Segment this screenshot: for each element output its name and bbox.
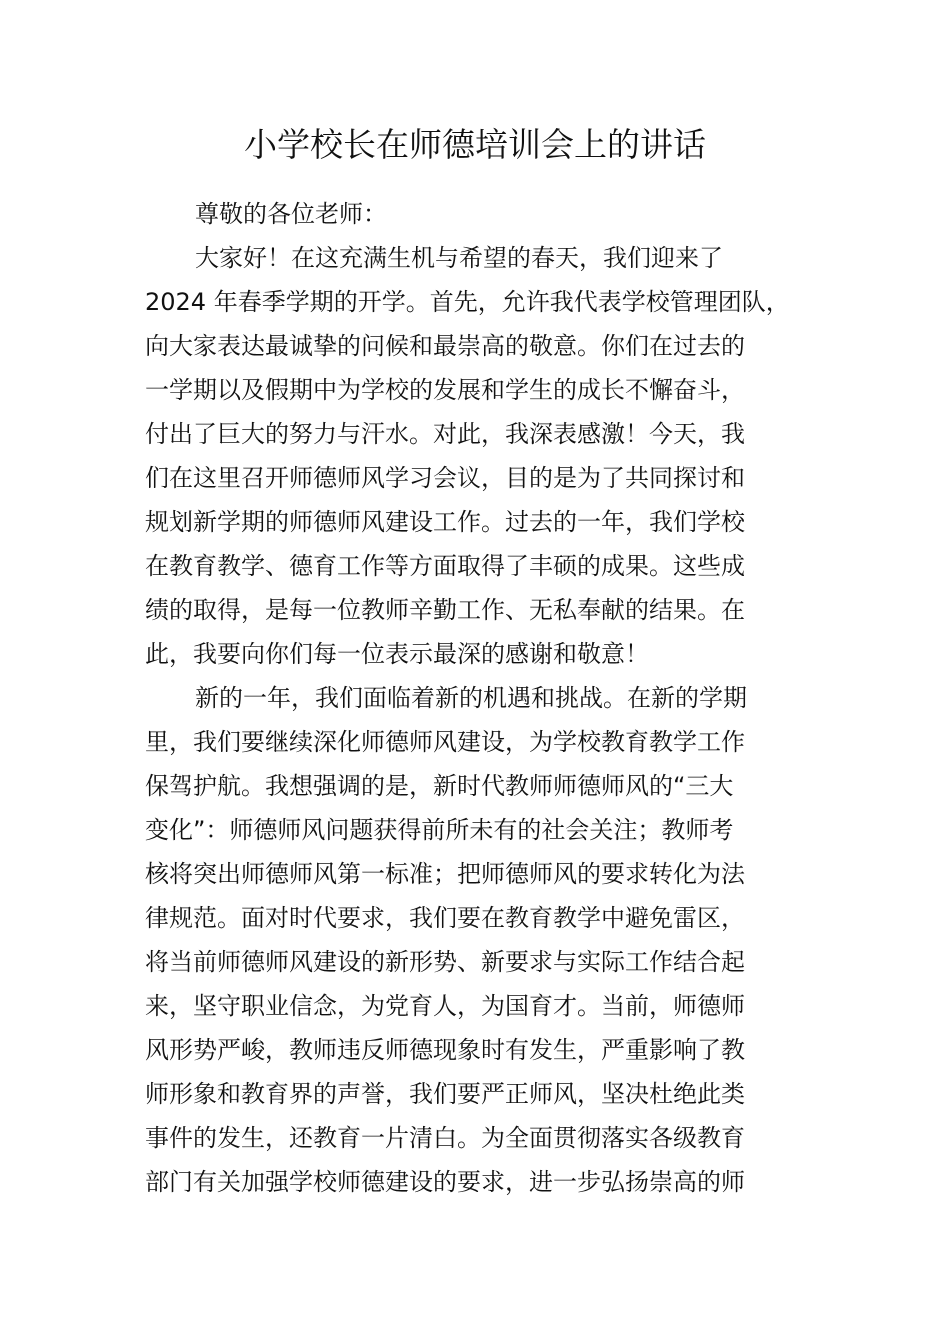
- paragraph-line: 来，坚守职业信念，为党育人，为国育才。当前，师德师: [145, 992, 745, 1020]
- paragraph-line: 大家好！在这充满生机与希望的春天，我们迎来了: [195, 244, 723, 272]
- document-body: [145, 192, 805, 1204]
- paragraph-line: 风形势严峻，教师违反师德现象时有发生，严重影响了教: [145, 1036, 745, 1064]
- paragraph-line: 规划新学期的师德师风建设工作。过去的一年，我们学校: [145, 508, 745, 536]
- paragraph-line: 律规范。面对时代要求，我们要在教育教学中避免雷区，: [145, 904, 745, 932]
- paragraph-line: 师形象和教育界的声誉，我们要严正师风，坚决杜绝此类: [145, 1080, 745, 1108]
- paragraph-line: 部门有关加强学校师德建设的要求，进一步弘扬崇高的师: [145, 1168, 745, 1196]
- paragraph-line: 此，我要向你们每一位表示最深的感谢和敬意！: [145, 640, 649, 668]
- paragraph-line: 新的一年，我们面临着新的机遇和挑战。在新的学期: [195, 684, 747, 712]
- paragraph-line: 2024 年春季学期的开学。首先，允许我代表学校管理团队，: [145, 288, 790, 316]
- paragraph-line: 保驾护航。我想强调的是，新时代教师师德师风的“三大: [145, 772, 734, 800]
- paragraph-line: 绩的取得，是每一位教师辛勤工作、无私奉献的结果。在: [145, 596, 745, 624]
- paragraph-line: 在教育教学、德育工作等方面取得了丰硕的成果。这些成: [145, 552, 745, 580]
- paragraph-line: 变化”：师德师风问题获得前所未有的社会关注；教师考: [145, 816, 734, 844]
- paragraph-line: 将当前师德师风建设的新形势、新要求与实际工作结合起: [145, 948, 745, 976]
- paragraph-line: 里，我们要继续深化师德师风建设，为学校教育教学工作: [145, 728, 745, 756]
- paragraph-line: 向大家表达最诚挚的问候和最崇高的敬意。你们在过去的: [145, 332, 745, 360]
- paragraph-line: 们在这里召开师德师风学习会议，目的是为了共同探讨和: [145, 464, 745, 492]
- salutation: 尊敬的各位老师：: [195, 200, 387, 228]
- document-title: 小学校长在师德培训会上的讲话: [244, 125, 706, 164]
- paragraph-line: 核将突出师德师风第一标准；把师德师风的要求转化为法: [145, 860, 745, 888]
- paragraph-line: 一学期以及假期中为学校的发展和学生的成长不懈奋斗，: [145, 376, 745, 404]
- paragraph-line: 付出了巨大的努力与汗水。对此，我深表感激！今天，我: [145, 420, 745, 448]
- paragraph-line: 事件的发生，还教育一片清白。为全面贯彻落实各级教育: [145, 1124, 745, 1152]
